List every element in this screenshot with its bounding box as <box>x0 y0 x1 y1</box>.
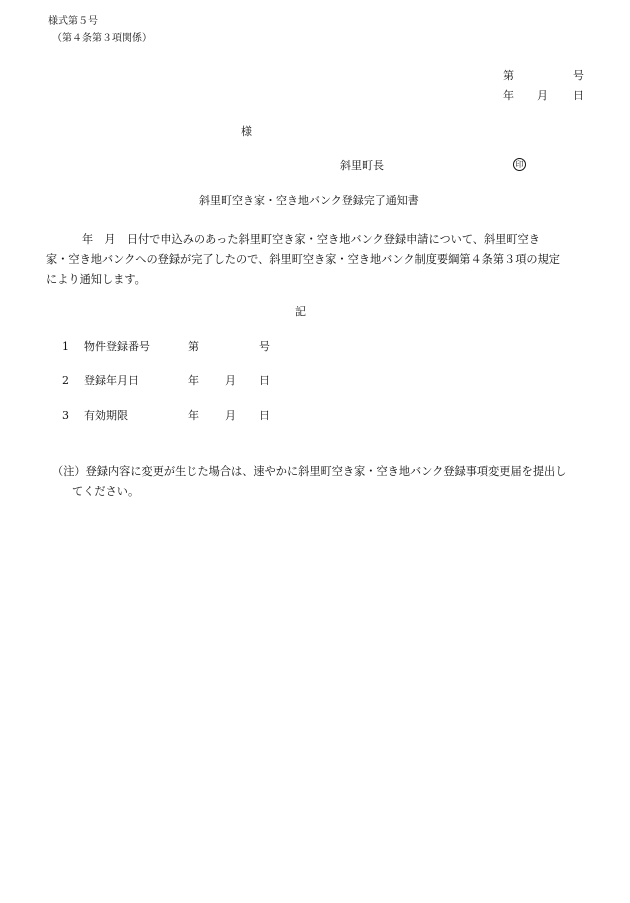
item-label: 物件登録番号 <box>84 340 150 353</box>
date-month-label: 月 <box>537 89 548 102</box>
item-label: 有効期限 <box>84 409 128 422</box>
body-line: により通知します。 <box>46 273 146 286</box>
note-line: （注）登録内容に変更が生じた場合は、速やかに斜里町空き家・空き地バンク登録事項変更届を提出し <box>52 465 567 478</box>
doc-number-prefix: 第 <box>503 69 514 82</box>
item-value-day: 日 <box>259 374 270 387</box>
date-year-label: 年 <box>503 89 514 102</box>
note-line: てください。 <box>72 485 140 498</box>
item-value-suffix: 号 <box>259 340 270 353</box>
item-value-month: 月 <box>225 374 236 387</box>
date-day-label: 日 <box>573 89 584 102</box>
form-number: 様式第５号 <box>48 16 98 27</box>
doc-number-suffix: 号 <box>573 69 584 82</box>
ki-heading: 記 <box>295 305 306 318</box>
body-line: 家・空き地バンクへの登録が完了したので、斜里町空き家・空き地バンク制度要綱第４条第３項の規定 <box>46 253 560 266</box>
item-value-month: 月 <box>225 409 236 422</box>
item-label: 登録年月日 <box>84 374 139 387</box>
issuer-name: 斜里町長 <box>340 159 384 172</box>
item-number: 3 <box>62 409 69 422</box>
item-value-year: 年 <box>188 374 199 387</box>
body-line: 年 月 日付で申込みのあった斜里町空き家・空き地バンク登録申請について、斜里町空き <box>82 233 540 246</box>
item-value-prefix: 第 <box>188 340 199 353</box>
item-number: 2 <box>62 374 69 387</box>
item-value-day: 日 <box>259 409 270 422</box>
item-value-year: 年 <box>188 409 199 422</box>
note <box>52 462 592 502</box>
document-title: 斜里町空き家・空き地バンク登録完了通知書 <box>199 194 419 207</box>
item-number: 1 <box>62 340 69 353</box>
seal-icon: 印 <box>513 158 526 171</box>
form-relation: （第４条第３項関係） <box>52 33 152 44</box>
addressee-honorific: 様 <box>241 125 252 138</box>
body-paragraph <box>46 230 588 290</box>
